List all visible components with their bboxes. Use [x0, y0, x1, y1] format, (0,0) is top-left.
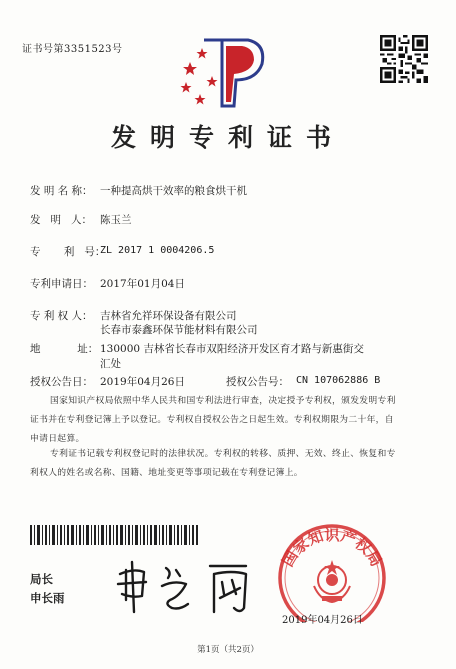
application-date: 2017年01月04日 [100, 278, 185, 290]
cnipa-logo-icon [176, 36, 268, 108]
application-date-label: 专利申请日： [30, 278, 93, 290]
address-label: 地 址： [30, 343, 99, 355]
patent-number: ZL 2017 1 0004206.5 [100, 245, 215, 256]
patentee-label: 专 利 权 人： [30, 310, 93, 322]
paragraph-2-line-1: 专利证书记载专利权登记时的法律状况。专利权的转移、质押、无效、终止、恢复和专 [50, 449, 396, 459]
patentee-1: 吉林省允祥环保设备有限公司 [100, 310, 237, 322]
address-line-2: 汇处 [100, 358, 121, 370]
grant-number: CN 107062886 B [296, 375, 381, 386]
patentee-2: 长春市泰鑫环保节能材料有限公司 [100, 324, 258, 336]
seal-date: 2019年04月26日 [282, 615, 363, 626]
director-title: 局长 [30, 572, 53, 586]
signature-icon [114, 558, 264, 618]
invention-name-label: 发 明 名 称： [30, 185, 93, 197]
grant-date-label: 授权公告日： [30, 376, 93, 388]
grant-number-label: 授权公告号： [226, 376, 289, 388]
qr-code-icon [380, 35, 428, 83]
certificate-number: 证书号第3351523号 [22, 44, 123, 55]
paragraph-1-line-3: 申请日起算。 [30, 434, 85, 444]
address-line-1: 130000 吉林省长春市双阳经济开发区育才路与新惠街交 [100, 343, 364, 355]
page-footer: 第1页（共2页） [197, 645, 259, 655]
paragraph-2-line-2: 利权人的姓名或名称、国籍、地址变更等事项记载在专利登记簿上。 [30, 468, 303, 478]
grant-date: 2019年04月26日 [100, 376, 185, 388]
inventor: 陈玉兰 [100, 214, 132, 226]
paragraph-1-line-1: 国家知识产权局依照中华人民共和国专利法进行审查，决定授予专利权，颁发发明专利 [50, 396, 396, 406]
inventor-label: 发 明 人： [30, 214, 93, 226]
paragraph-1-line-2: 证书并在专利登记簿上予以登记。专利权自授权公告之日起生效。专利权期限为二十年，自 [30, 415, 394, 425]
director-name: 申长雨 [30, 591, 65, 605]
patent-number-label: 专 利 号： [30, 246, 106, 258]
invention-name: 一种提高烘干效率的粮食烘干机 [100, 185, 247, 197]
page-title: 发明专利证书 [110, 123, 345, 152]
seal-text: 国家知识产权局 [278, 526, 386, 570]
official-seal-icon [268, 520, 396, 622]
barcode-icon [30, 525, 198, 545]
